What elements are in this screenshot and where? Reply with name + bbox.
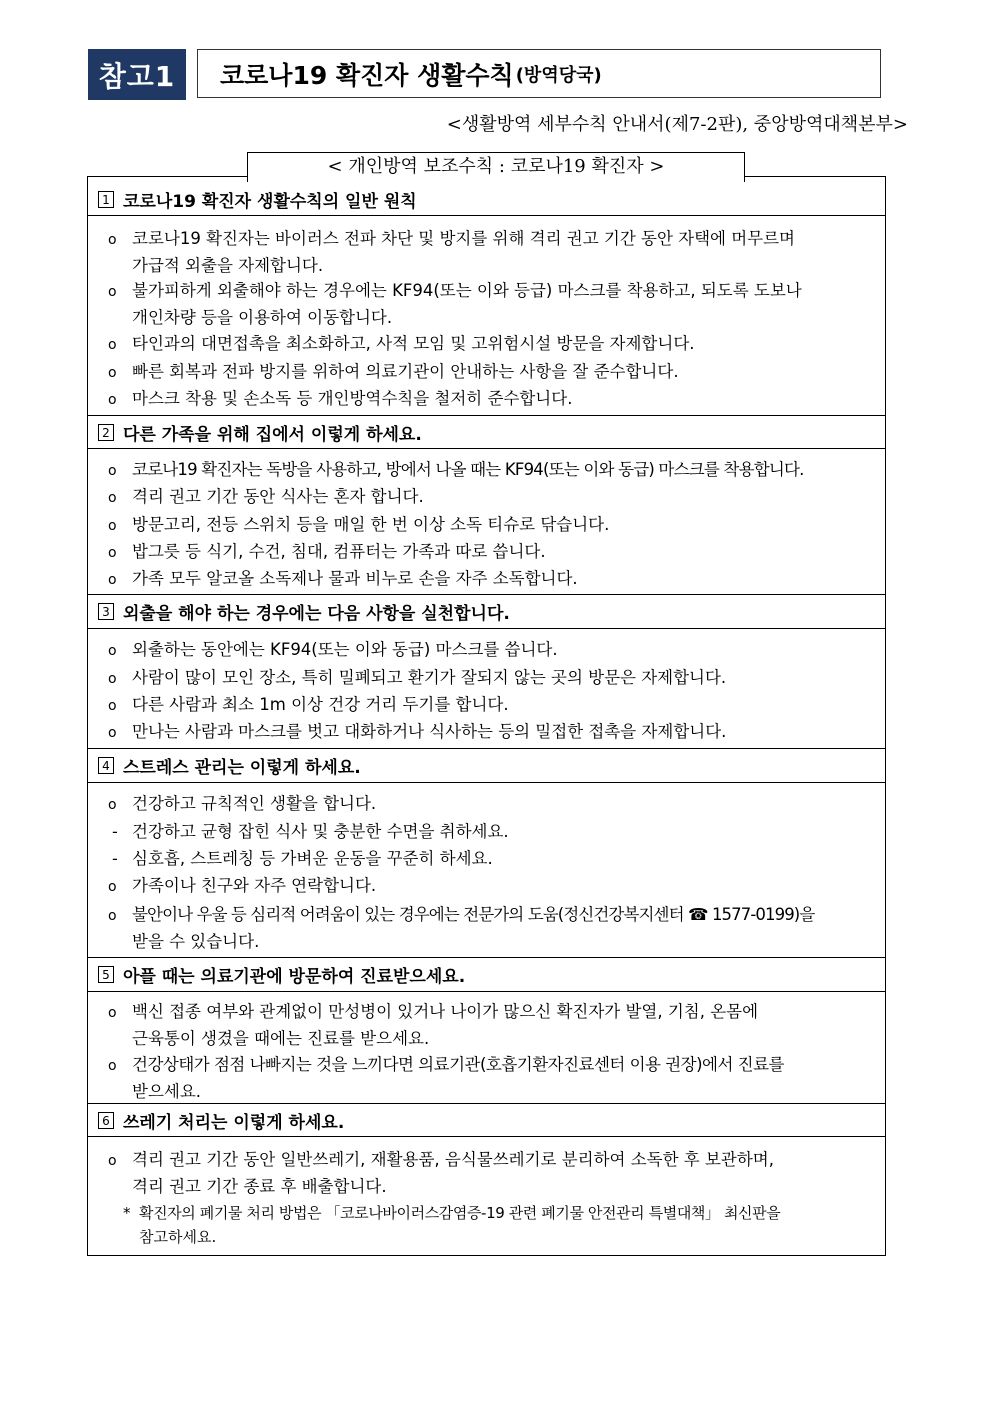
section-header-6 (88, 1103, 885, 1137)
section-number-3: 3 (98, 603, 114, 620)
list-item (108, 1147, 880, 1200)
item-text: 건강하고 규칙적인 생활을 합니다. (132, 794, 377, 813)
item-text: 외출하는 동안에는 KF94(또는 이와 동급) 마스크를 씁니다. (132, 640, 558, 659)
section-title-2: 다른 가족을 위해 집에서 이렇게 하세요. (123, 424, 422, 445)
item-text: 가족 모두 알코올 소독제나 물과 비누로 손을 자주 소독합니다. (132, 569, 578, 588)
list-item (108, 999, 880, 1052)
footnote-text-cont: 참고하세요. (139, 1228, 217, 1246)
section-title-4: 스트레스 관리는 이렇게 하세요. (123, 758, 361, 778)
section-header-1 (88, 183, 885, 216)
bullet: - (112, 849, 118, 868)
item-text: 밥그릇 등 식기, 수건, 침대, 컴퓨터는 가족과 따로 씁니다. (132, 542, 546, 561)
section-number-6: 6 (98, 1112, 114, 1129)
bullet: o (108, 392, 117, 408)
list-item (108, 359, 880, 386)
list-item (108, 902, 880, 955)
bullet: o (108, 797, 117, 813)
item-text: 건강하고 균형 잡힌 식사 및 충분한 수면을 취하세요. (132, 822, 509, 841)
list-item (108, 331, 880, 358)
item-text: 만나는 사람과 마스크를 벗고 대화하거나 식사하는 등의 밀접한 접촉을 자제합니다. (132, 722, 727, 741)
title-box (197, 49, 881, 98)
item-text: 심호흡, 스트레칭 등 가벼운 운동을 꾸준히 하세요. (132, 849, 493, 868)
box-title: < 개인방역 보조수칙 : 코로나19 확진자 > (247, 152, 745, 182)
item-text: 사람이 많이 모인 장소, 특히 밀폐되고 환기가 잘되지 않는 곳의 방문은 자제합니다. (132, 668, 727, 687)
bullet: o (108, 490, 117, 506)
footnote-marker: * (123, 1204, 131, 1222)
item-text: 불가피하게 외출해야 하는 경우에는 KF94(또는 이와 등급) 마스크를 착용하고, 되도록 도보나 (132, 281, 802, 300)
item-text-cont: 격리 권고 기간 종료 후 배출합니다. (132, 1177, 387, 1196)
item-text: 코로나19 확진자는 독방을 사용하고, 방에서 나올 때는 KF94(또는 이와 동급) 마스크를 착용합니다. (132, 460, 804, 479)
bullet: o (108, 698, 117, 714)
item-text: 다른 사람과 최소 1m 이상 건강 거리 두기를 합니다. (132, 695, 509, 714)
item-text: 건강상태가 점점 나빠지는 것을 느끼다면 의료기관(호흡기환자진료센터 이용 권장)에서 진료를 (132, 1055, 784, 1074)
item-text: 백신 접종 여부와 관계없이 만성병이 있거나 나이가 많으신 확진자가 발열, 기침, 온몸에 (132, 1002, 759, 1021)
footnote (123, 1201, 883, 1249)
list-item (108, 637, 880, 664)
list-item (108, 512, 880, 539)
item-text: 코로나19 확진자는 바이러스 전파 차단 및 방지를 위해 격리 권고 기간 동안 자택에 머무르며 (132, 229, 795, 248)
section-header-2 (88, 415, 885, 449)
list-item (108, 566, 880, 593)
item-text: 마스크 착용 및 손소독 등 개인방역수칙을 철저히 준수합니다. (132, 389, 573, 408)
bullet: o (108, 671, 117, 687)
list-subitem (112, 846, 884, 872)
list-item (108, 665, 880, 692)
footnote-text: 확진자의 폐기물 처리 방법은 「코로나바이러스감염증-19 관련 폐기물 안전관리 특별대책」 최신판을 (139, 1204, 781, 1222)
list-item (108, 873, 880, 900)
bullet: o (108, 518, 117, 534)
section-header-4 (88, 748, 885, 783)
item-text: 불안이나 우울 등 심리적 어려움이 있는 경우에는 전문가의 도움(정신건강복지센터 ☎ 1577-0199)을 (132, 905, 815, 924)
section-title-1: 코로나19 확진자 생활수칙의 일반 원칙 (123, 191, 417, 212)
bullet: o (108, 365, 117, 381)
bullet: o (108, 725, 117, 741)
section-header-5 (88, 957, 885, 992)
list-item (108, 1052, 880, 1105)
bullet: o (108, 545, 117, 561)
section-title-5: 아플 때는 의료기관에 방문하여 진료받으세요. (123, 967, 466, 987)
section-header-3 (88, 594, 885, 629)
item-text: 격리 권고 기간 동안 식사는 혼자 합니다. (132, 487, 424, 506)
bullet: o (108, 284, 117, 300)
section-title-3: 외출을 해야 하는 경우에는 다음 사항을 실천합니다. (123, 604, 510, 624)
list-item (108, 278, 880, 331)
page-title: 코로나19 확진자 생활수칙 (220, 60, 514, 90)
bullet: o (108, 879, 117, 895)
list-item (108, 484, 880, 511)
bullet: o (108, 337, 117, 353)
bullet: o (108, 232, 117, 248)
list-item (108, 226, 880, 279)
bullet: - (112, 822, 118, 841)
source-citation: <생활방역 세부수칙 안내서(제7-2판), 중앙방역대책본부> (446, 114, 908, 135)
item-text: 타인과의 대면접촉을 최소화하고, 사적 모임 및 고위험시설 방문을 자제합니다. (132, 334, 695, 353)
list-item (108, 386, 880, 413)
list-subitem (112, 819, 884, 845)
section-number-2: 2 (98, 424, 114, 441)
item-text-cont: 받으세요. (132, 1082, 202, 1101)
bullet: o (108, 1153, 117, 1169)
bullet: o (108, 908, 117, 924)
section-number-4: 4 (98, 757, 114, 774)
bullet: o (108, 1058, 117, 1074)
page-title-suffix: (방역당국) (515, 64, 602, 86)
bullet: o (108, 463, 117, 479)
item-text: 가족이나 친구와 자주 연락합니다. (132, 876, 377, 895)
bullet: o (108, 643, 117, 659)
list-item (108, 457, 880, 484)
item-text: 빠른 회복과 전파 방지를 위하여 의료기관이 안내하는 사항을 잘 준수합니다. (132, 362, 679, 381)
list-item (108, 719, 880, 746)
reference-badge: 참고1 (88, 49, 186, 100)
list-item (108, 791, 880, 818)
item-text: 격리 권고 기간 동안 일반쓰레기, 재활용품, 음식물쓰레기로 분리하여 소독한 후 보관하며, (132, 1150, 774, 1169)
item-text: 방문고리, 전등 스위치 등을 매일 한 번 이상 소독 티슈로 닦습니다. (132, 515, 610, 534)
section-number-1: 1 (98, 191, 114, 208)
item-text-cont: 가급적 외출을 자제합니다. (132, 256, 324, 275)
bullet: o (108, 1005, 117, 1021)
item-text-cont: 개인차량 등을 이용하여 이동합니다. (132, 308, 393, 327)
section-title-6: 쓰레기 처리는 이렇게 하세요. (123, 1112, 345, 1133)
item-text-cont: 받을 수 있습니다. (132, 932, 260, 951)
item-text-cont: 근육통이 생겼을 때에는 진료를 받으세요. (132, 1029, 430, 1048)
section-number-5: 5 (98, 966, 114, 983)
bullet: o (108, 572, 117, 588)
list-item (108, 539, 880, 566)
list-item (108, 692, 880, 719)
